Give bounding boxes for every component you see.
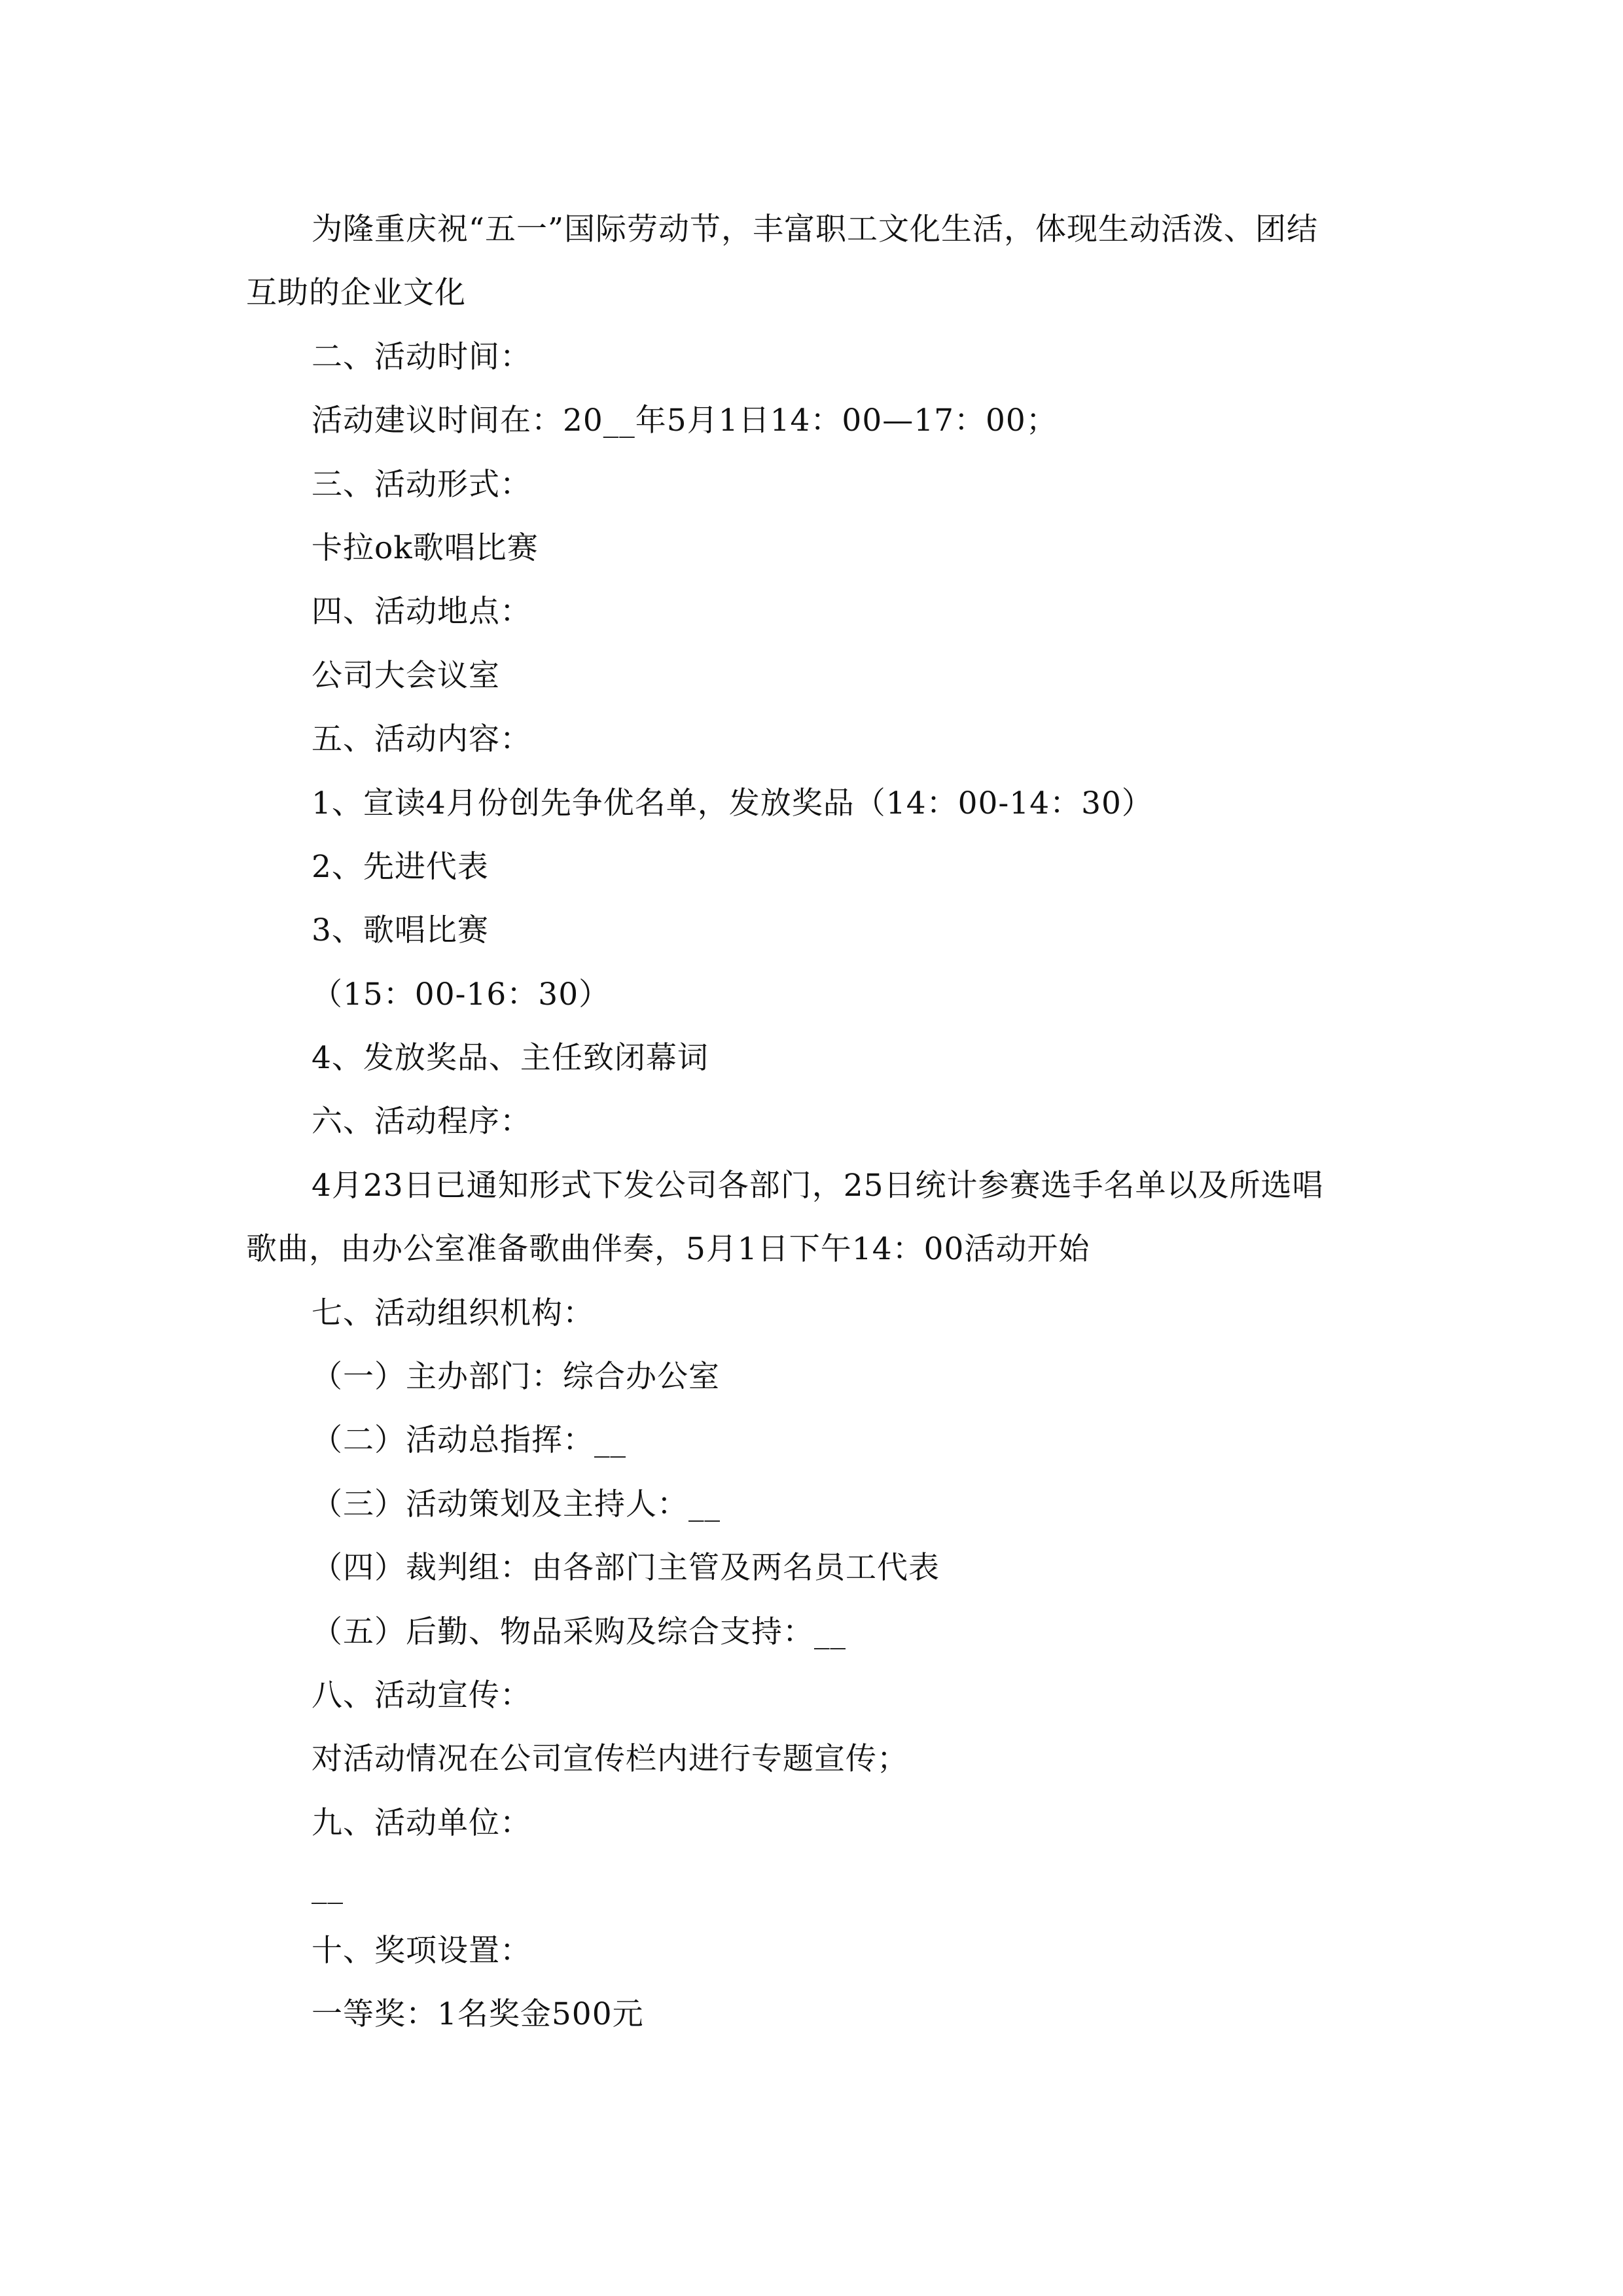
- text-line: 4、发放奖品、主任致闭幕词: [312, 1040, 709, 1077]
- text-line: （四）裁判组：由各部门主管及两名员工代表: [312, 1550, 940, 1587]
- text-line: 互助的企业文化: [246, 275, 466, 312]
- text-line: 七、活动组织机构：: [312, 1295, 594, 1331]
- text-line: （15：00-16：30）: [312, 976, 611, 1013]
- text-line: 六、活动程序：: [312, 1103, 531, 1140]
- text-line: 3、歌唱比赛: [312, 912, 489, 949]
- text-line: 4月23日已通知形式下发公司各部门，25日统计参赛选手名单以及所选唱: [312, 1167, 1324, 1204]
- text-line: （二）活动总指挥：__: [312, 1422, 626, 1459]
- text-line: 活动建议时间在：20__年5月1日14：00—17：00；: [312, 403, 1058, 439]
- text-line: （三）活动策划及主持人：__: [312, 1486, 721, 1522]
- text-line: 三、活动形式：: [312, 466, 531, 503]
- text-line: 一等奖：1名奖金500元: [312, 1996, 644, 2032]
- text-line: 五、活动内容：: [312, 721, 531, 758]
- text-line: 二、活动时间：: [312, 338, 531, 375]
- text-line: 2、先进代表: [312, 848, 489, 885]
- text-line: 公司大会议室: [312, 657, 500, 694]
- text-line: 卡拉ok歌唱比赛: [312, 529, 539, 566]
- text-line: 十、奖项设置：: [312, 1932, 531, 1969]
- text-line: 歌曲，由办公室准备歌曲伴奏，5月1日下午14：00活动开始: [246, 1231, 1090, 1268]
- text-line: __: [312, 1869, 344, 1905]
- text-line: （一）主办部门：综合办公室: [312, 1359, 720, 1395]
- document-body: [246, 198, 1378, 2046]
- text-line: 对活动情况在公司宣传栏内进行专题宣传；: [312, 1741, 908, 1778]
- text-line: 八、活动宣传：: [312, 1677, 531, 1713]
- text-line: 1、宣读4月份创先争优名单，发放奖品（14：00-14：30）: [312, 785, 1153, 821]
- text-line: 为隆重庆祝“五一”国际劳动节，丰富职工文化生活，体现生动活泼、团结: [312, 211, 1319, 247]
- text-line: （五）后勤、物品采购及综合支持：__: [312, 1613, 846, 1650]
- text-line: 九、活动单位：: [312, 1804, 531, 1841]
- text-line: 四、活动地点：: [312, 594, 531, 630]
